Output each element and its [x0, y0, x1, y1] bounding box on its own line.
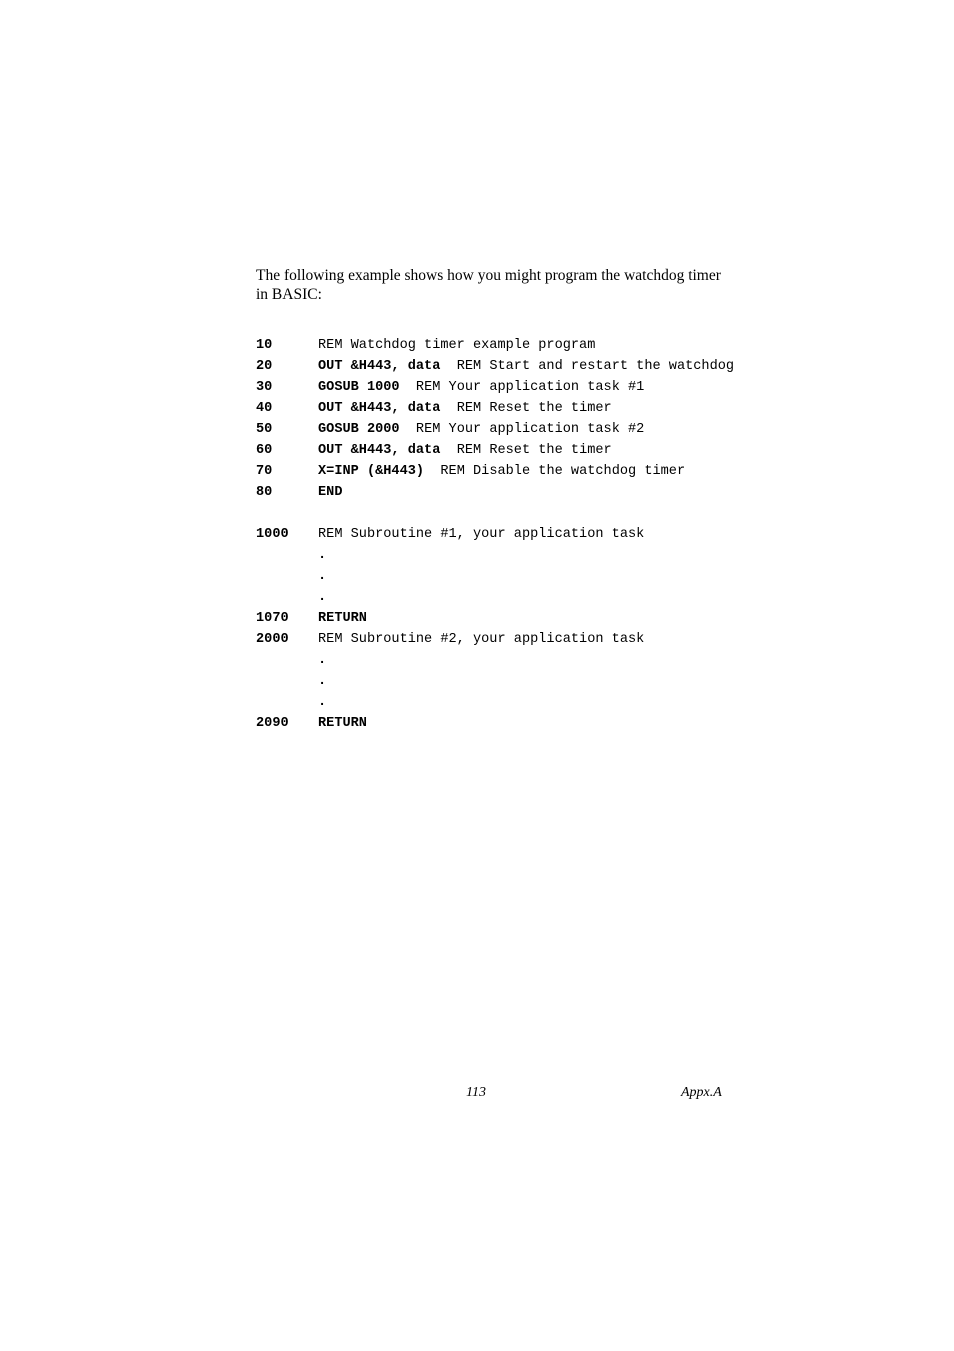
code-line — [256, 358, 736, 379]
code-line — [256, 568, 736, 589]
code-command: X=INP (&H443) — [318, 464, 425, 479]
continuation-dot: . — [318, 569, 327, 584]
page-number: 113 — [466, 1085, 486, 1100]
line-number: 10 — [256, 338, 273, 353]
code-line — [256, 631, 736, 652]
code-line — [256, 463, 736, 484]
code-line — [256, 484, 736, 505]
line-number: 2000 — [256, 632, 289, 647]
code-line — [256, 442, 736, 463]
code-command: GOSUB 1000 — [318, 380, 400, 395]
line-number: 60 — [256, 443, 273, 458]
code-line — [256, 337, 736, 358]
continuation-dot: . — [318, 695, 327, 710]
code-command: OUT &H443, data — [318, 359, 441, 374]
code-command: END — [318, 485, 343, 500]
continuation-dot: . — [318, 548, 327, 563]
line-number: 20 — [256, 359, 273, 374]
code-remark: REM Reset the timer — [456, 443, 612, 458]
line-number: 1000 — [256, 527, 289, 542]
code-command: RETURN — [318, 611, 367, 626]
code-remark: REM Subroutine #1, your application task — [318, 527, 645, 542]
code-line — [256, 379, 736, 400]
code-command: RETURN — [318, 716, 367, 731]
code-line — [256, 526, 736, 547]
line-number: 70 — [256, 464, 273, 479]
continuation-dot: . — [318, 674, 327, 689]
code-line — [256, 589, 736, 610]
code-line — [256, 715, 736, 736]
code-line — [256, 547, 736, 568]
code-command: OUT &H443, data — [318, 401, 441, 416]
code-command: GOSUB 2000 — [318, 422, 400, 437]
line-number: 2090 — [256, 716, 289, 731]
line-number: 40 — [256, 401, 273, 416]
code-line — [256, 694, 736, 715]
continuation-dot: . — [318, 590, 327, 605]
code-remark: REM Disable the watchdog timer — [440, 464, 686, 479]
code-line — [256, 400, 736, 421]
section-label: Appx.A — [681, 1085, 722, 1100]
code-line — [256, 673, 736, 694]
line-number: 80 — [256, 485, 273, 500]
continuation-dot: . — [318, 653, 327, 668]
line-number: 1070 — [256, 611, 289, 626]
intro-paragraph: The following example shows how you might program the watchdog timer in BASIC: — [256, 267, 721, 303]
code-remark: REM Your application task #1 — [415, 380, 645, 395]
code-line — [256, 421, 736, 442]
code-remark: REM Watchdog timer example program — [318, 338, 596, 353]
line-number: 50 — [256, 422, 273, 437]
code-remark: REM Subroutine #2, your application task — [318, 632, 645, 647]
line-number: 30 — [256, 380, 273, 395]
code-line — [256, 652, 736, 673]
code-remark: REM Start and restart the watchdog — [456, 359, 735, 374]
code-remark: REM Your application task #2 — [415, 422, 645, 437]
basic-code-listing — [256, 337, 736, 736]
code-remark: REM Reset the timer — [456, 401, 612, 416]
code-line — [256, 610, 736, 631]
code-command: OUT &H443, data — [318, 443, 441, 458]
